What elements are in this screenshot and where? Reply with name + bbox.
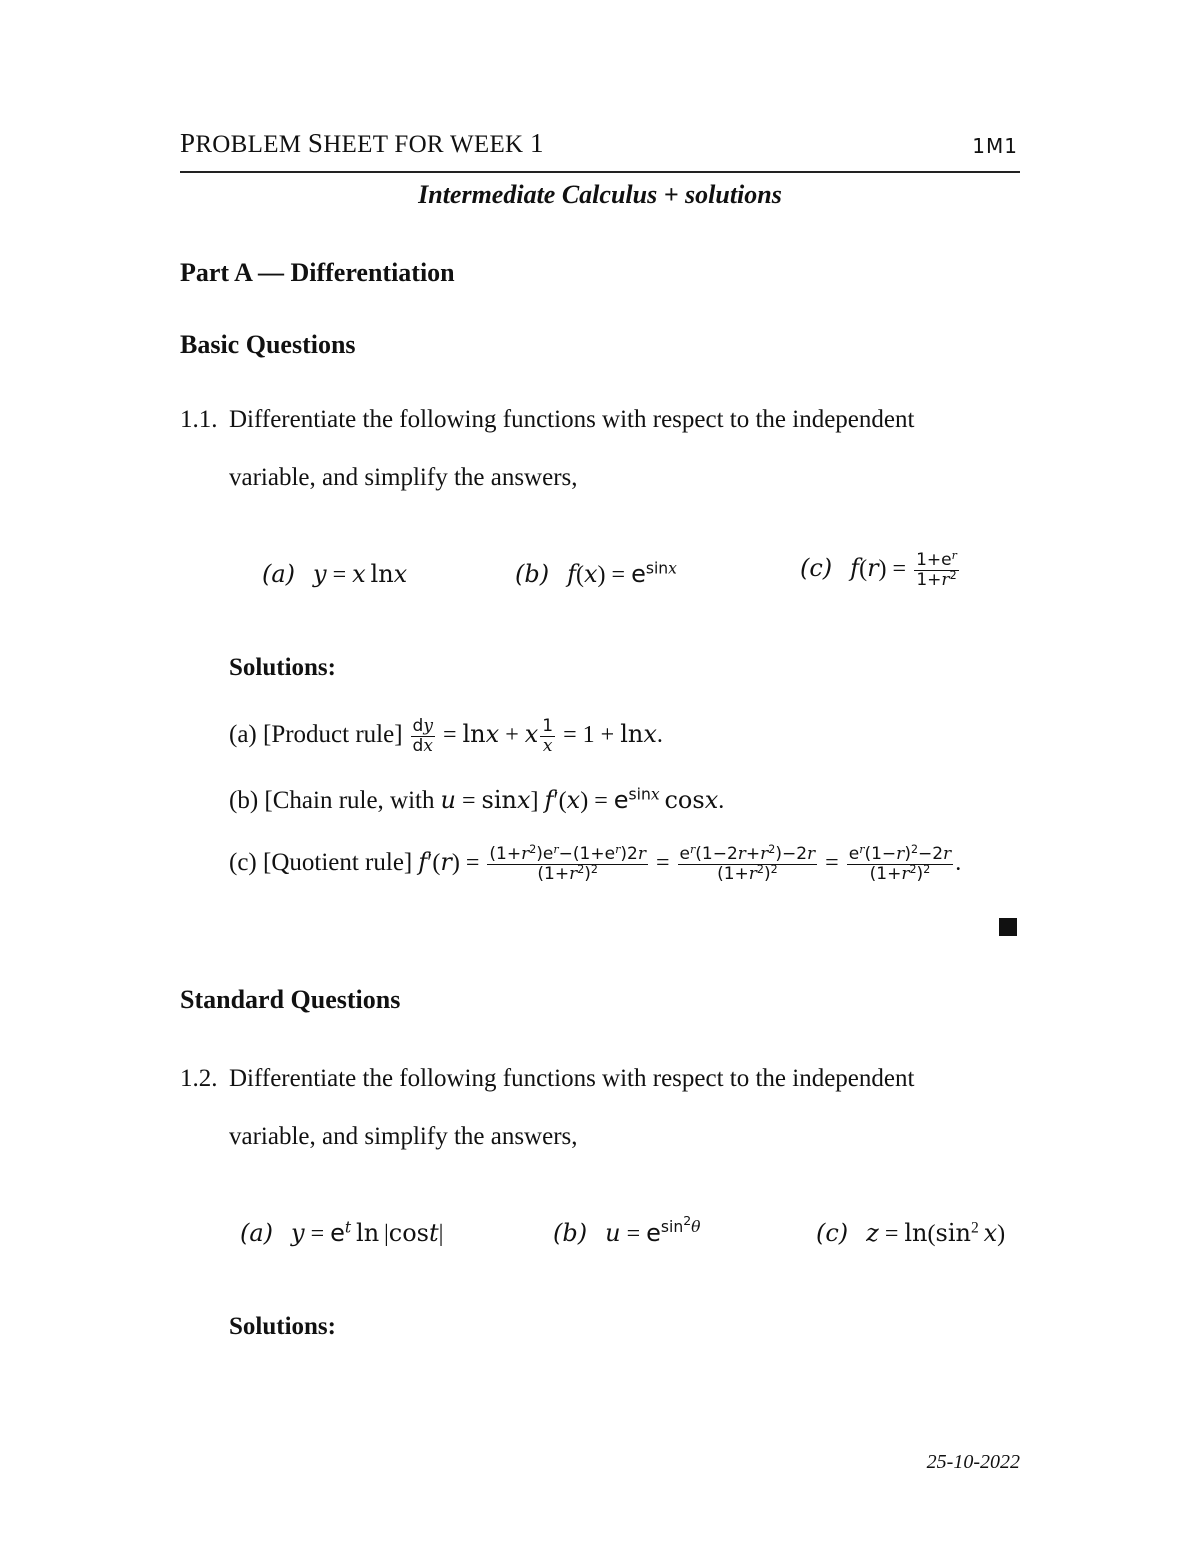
part-heading: Part A — Differentiation <box>180 258 455 287</box>
question-1-1-line-2: variable, and simplify the answers, <box>229 464 578 491</box>
header-rule <box>180 171 1020 173</box>
q12-item-b: (b) $u = e^{sin^2\theta}$ <box>553 1213 701 1247</box>
page-date: 25-10-2022 <box>926 1451 1020 1473</box>
solution-1-1-c: (c) [Quotient rule] f′(r) = $\frac{(1+r^2)e^r-(1+e^r)2r}{(1+r^2)^2}$ = $\frac{e^r(1-2r+r^2)-2r}{(1+r^2)^2}$ = $\frac{e^r(1-r)^2-2r}{(1+r^2)^2}$ . <box>229 842 962 884</box>
sheet-subtitle: Intermediate Calculus + solutions <box>418 180 782 209</box>
q11-item-c: (c) f(r) = $\frac{1+e^r}{1+r^2}$ <box>800 548 957 590</box>
solution-1-1-a: (a) [Product rule] $\frac{dy}{dx}$ = lnx + x $\frac{1}{x}$ = 1 + lnx. <box>229 716 663 756</box>
question-number-1-1: 1.1. <box>180 406 218 433</box>
q11-item-b: (b) $f(x) = e^{sinx}$ <box>515 559 677 588</box>
q11-item-a: (a) y = x lnx <box>262 560 408 588</box>
question-number-1-2: 1.2. <box>180 1065 218 1092</box>
q12-item-a: (a) $y = e^t$ ln |cost| <box>240 1218 444 1247</box>
question-1-2-line-1: Differentiate the following functions with respect to the independent <box>229 1065 915 1092</box>
question-1-2-line-2: variable, and simplify the answers, <box>229 1123 578 1150</box>
end-of-proof-square <box>999 918 1017 936</box>
question-1-1-line-1: Differentiate the following functions with respect to the independent <box>229 406 915 433</box>
basic-questions-heading: Basic Questions <box>180 330 356 359</box>
sheet-title: PROBLEM SHEET FOR WEEK 1 <box>180 128 544 158</box>
q12-item-c: (c) $z = \ln(\sin^2$ x) <box>816 1219 1006 1247</box>
standard-questions-heading: Standard Questions <box>180 985 401 1014</box>
solution-1-1-b: (b) [Chain rule, with u = sinx] $f'(x) = e^{sinx}$ cosx. <box>229 785 725 814</box>
solutions-heading-1-1: Solutions: <box>229 654 336 681</box>
course-code: 1M1 <box>972 134 1018 158</box>
solutions-heading-1-2: Solutions: <box>229 1313 336 1340</box>
